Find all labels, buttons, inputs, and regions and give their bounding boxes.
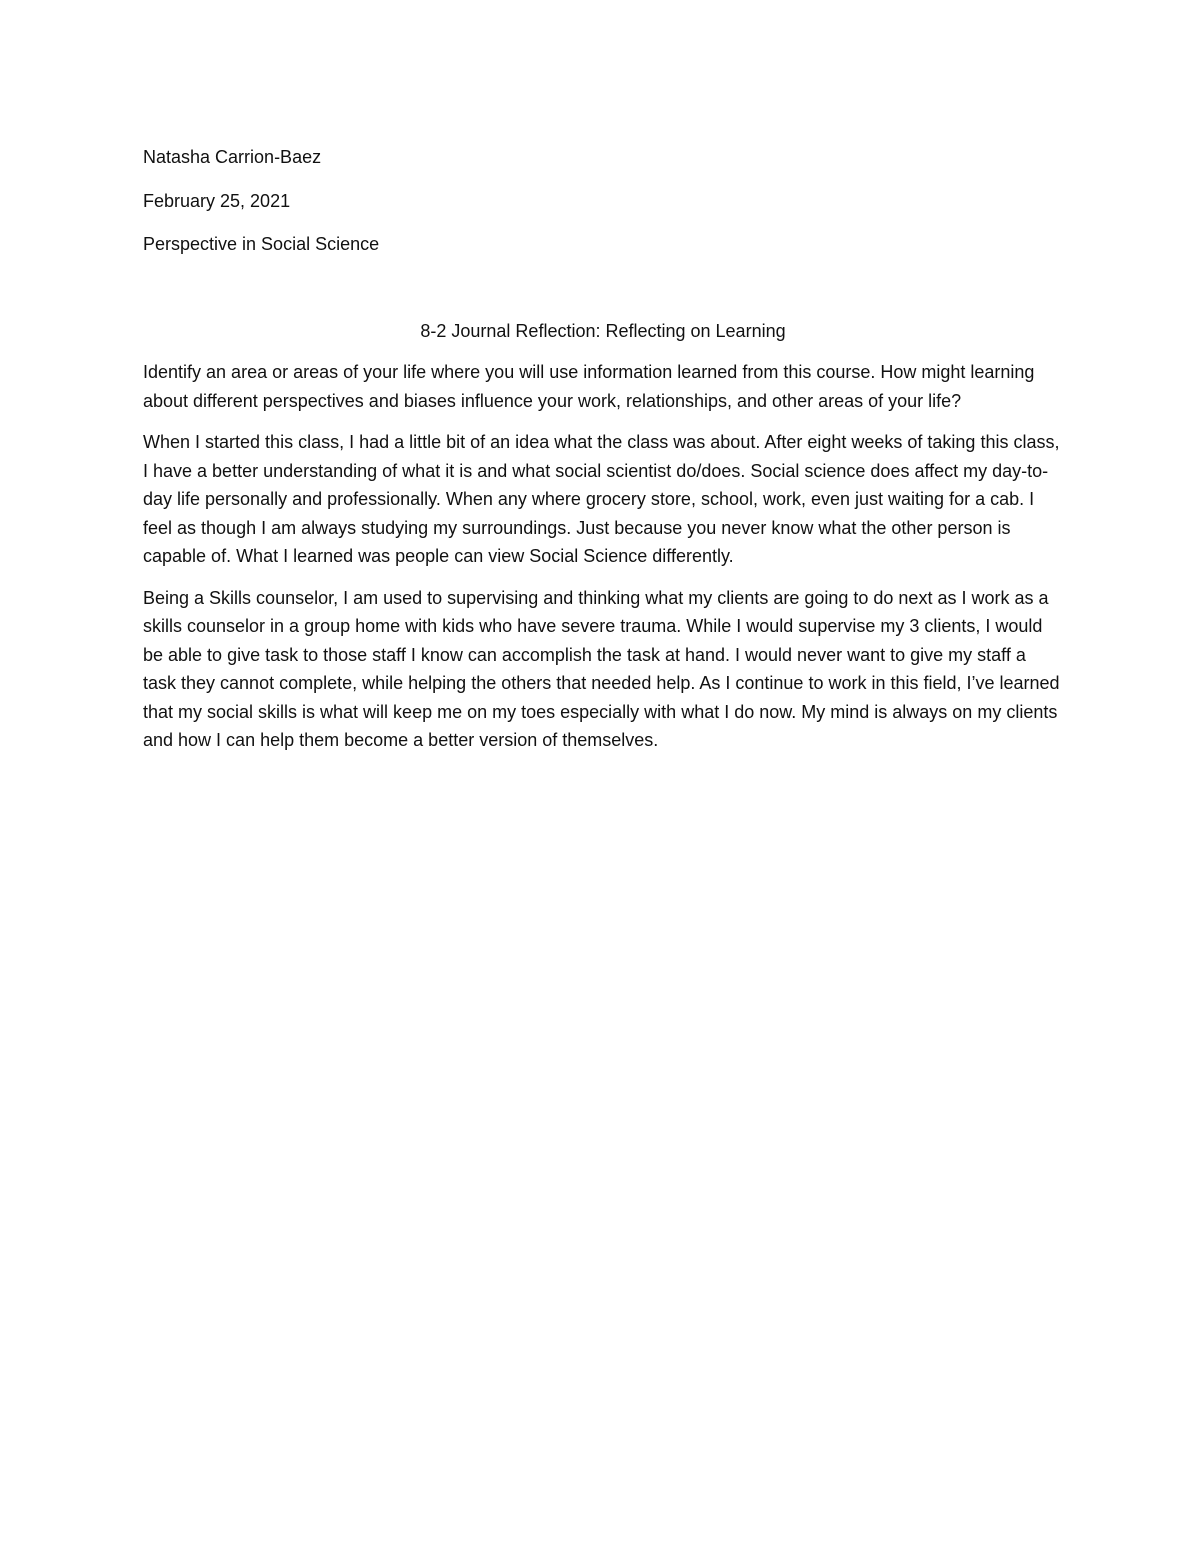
prompt-paragraph: Identify an area or areas of your life where you will use information learned from this course. How might learning about different perspectives and biases influence your work, relationships, and other areas of your life? (143, 362, 1035, 411)
document-date: February 25, 2021 (143, 190, 291, 211)
document-title: 8-2 Journal Reflection: Reflecting on Learning (420, 320, 786, 341)
header-spacer (143, 274, 1063, 317)
body-paragraph-1: When I started this class, I had a little bit of an idea what the class was about. After eight weeks of taking this class, I have a better understanding of what it is and what social scientist do/does. Social science does affect my day-to-day life personally and professionally. When any where grocery store, school, work, even just waiting for a cab. I feel as though I am always studying my surroundings. Just because you never know what the other person is capable of. What I learned was people can view Social Science differently. (143, 432, 1060, 566)
body-paragraph-2: Being a Skills counselor, I am used to supervising and thinking what my clients are going to do next as I work as a skills counselor in a group home with kids who have severe trauma. While I would supervise my 3 clients, I would be able to give task to those staff I know can accomplish the task at hand. I would never want to give my staff a task they cannot complete, while helping the others that needed help. As I continue to work in this field, I’ve learned that my social skills is what will keep me on my toes especially with what I do now. My mind is always on my clients and how I can help them become a better version of themselves. (143, 587, 1060, 750)
course-name: Perspective in Social Science (143, 234, 380, 254)
author-name: Natasha Carrion-Baez (143, 147, 322, 167)
document-body (143, 143, 1063, 768)
